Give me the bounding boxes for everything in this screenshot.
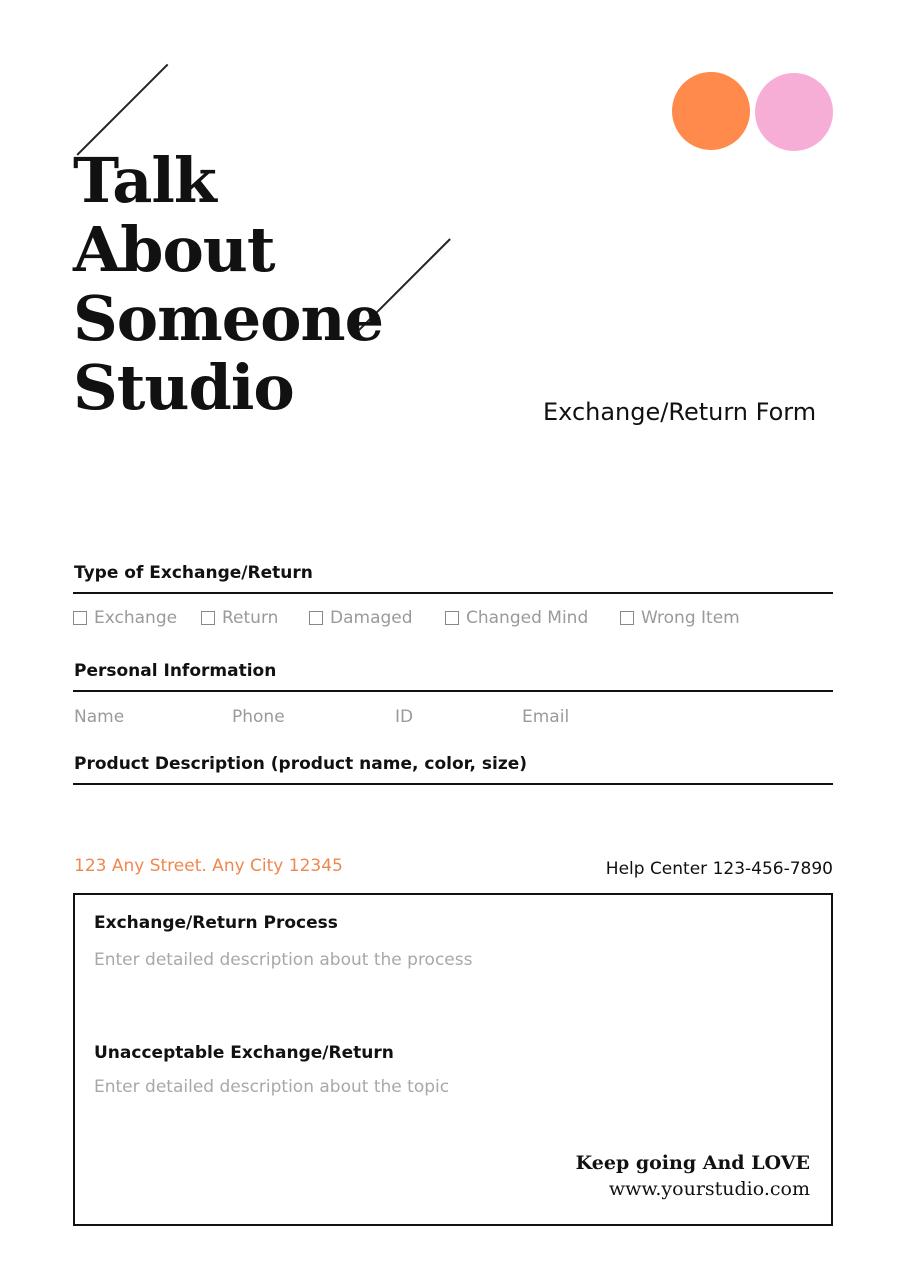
website-link[interactable]: www.yourstudio.com (608, 1178, 810, 1200)
option-label: Exchange (94, 608, 178, 628)
option-exchange[interactable] (73, 608, 177, 628)
unacceptable-description[interactable]: Enter detailed description about the topic (94, 1077, 450, 1097)
id-field[interactable]: ID (395, 707, 414, 727)
section-divider (73, 592, 833, 594)
option-label: Changed Mind (466, 608, 589, 628)
option-wrong-item[interactable] (620, 608, 740, 628)
process-title: Exchange/Return Process (94, 913, 338, 933)
process-description[interactable]: Enter detailed description about the process (94, 950, 473, 970)
personal-section-title: Personal Information (74, 661, 277, 681)
product-section-title: Product Description (product name, color, size) (74, 754, 528, 774)
orange-circle (672, 72, 750, 150)
option-changed-mind[interactable] (445, 608, 588, 628)
title-line: About (73, 213, 275, 286)
phone-field[interactable]: Phone (232, 707, 285, 727)
option-label: Damaged (330, 608, 413, 628)
title-line: Someone (73, 282, 384, 355)
unacceptable-title: Unacceptable Exchange/Return (94, 1043, 394, 1063)
option-label: Wrong Item (641, 608, 740, 628)
help-center-phone: Help Center 123-456-7890 (605, 859, 833, 879)
title-line: Studio (73, 351, 294, 424)
decorative-slash-top (76, 64, 168, 156)
checkbox-icon[interactable] (73, 611, 87, 625)
title-line: Talk (73, 144, 216, 217)
studio-title (73, 146, 383, 422)
type-section-title: Type of Exchange/Return (74, 563, 313, 583)
option-return[interactable] (201, 608, 278, 628)
pink-circle (755, 73, 833, 151)
section-divider (73, 690, 833, 692)
store-address: 123 Any Street. Any City 12345 (74, 856, 343, 876)
option-label: Return (222, 608, 279, 628)
checkbox-icon[interactable] (309, 611, 323, 625)
form-title: Exchange/Return Form (543, 398, 817, 426)
checkbox-icon[interactable] (620, 611, 634, 625)
email-field[interactable]: Email (522, 707, 570, 727)
checkbox-icon[interactable] (445, 611, 459, 625)
section-divider (73, 783, 833, 785)
tagline: Keep going And LOVE (575, 1152, 810, 1174)
name-field[interactable]: Name (74, 707, 125, 727)
option-damaged[interactable] (309, 608, 413, 628)
checkbox-icon[interactable] (201, 611, 215, 625)
